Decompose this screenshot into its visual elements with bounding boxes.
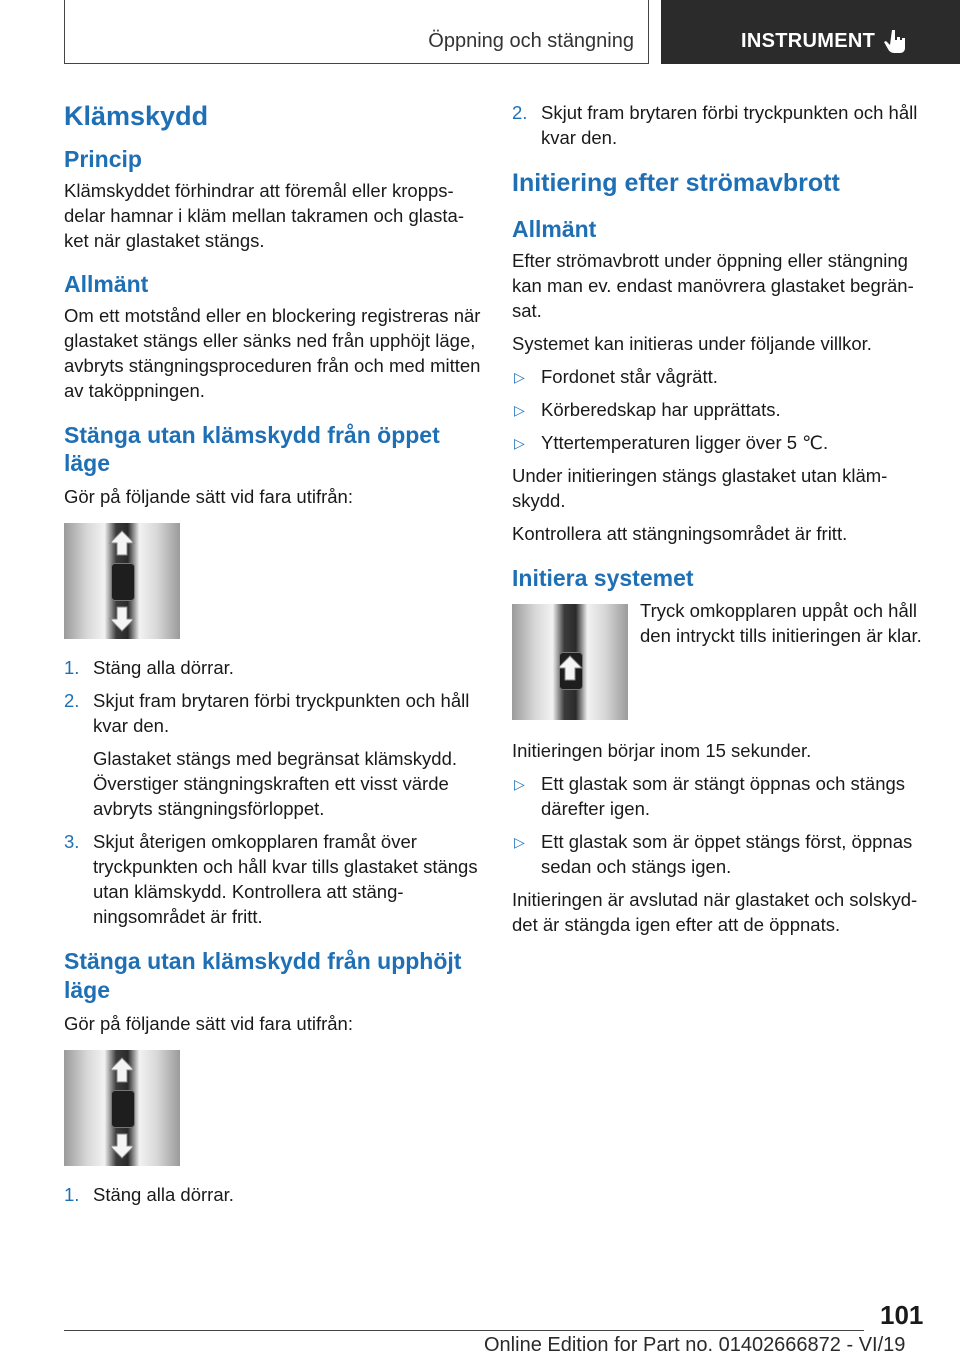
list-item: 1. Stäng alla dörrar. [64,657,234,679]
allmant-heading: Allmänt [64,270,149,297]
footer-divider [64,1330,864,1331]
allmant-text: Efter strömavbrott under öppning eller stängning kan man ev. endast manövrera glastaket begrän-sat. [512,249,914,321]
header-chapter-label: INSTRUMENT [741,30,876,52]
open-intro: Gör på följande sätt vid fara utifrån: [64,486,353,508]
init-heading: Initiering efter strömavbrott [512,169,840,197]
roof-switch [111,1090,135,1128]
page-title: Klämskydd [64,101,209,131]
triangle-bullet-icon: ▷ [514,401,525,418]
roof-switch [111,563,135,601]
list-item: 3. Skjut återigen omkopplaren framåt över tryckpunkten och håll kvar tills glastaket stängs utan klämskydd. Kontrollera att stäng-ningsområdet är fritt. [64,831,478,928]
open-steps [64,655,484,929]
raised-steps [64,1182,484,1207]
princip-heading: Princip [64,146,142,173]
results-list [512,771,932,879]
list-item: ▷ Yttertemperaturen ligger över 5 ℃. [512,430,932,455]
conditions-list [512,364,932,455]
system-text: Tryck omkopplaren uppåt och håll den intryckt tills initieringen är klar. [640,600,922,647]
system-heading: Initiera systemet [512,564,694,591]
raised-heading: Stänga utan klämskydd från upphöjt läge [64,948,462,1003]
open-heading: Stänga utan klämskydd från öppet läge [64,421,440,477]
triangle-bullet-icon: ▷ [514,368,525,385]
allmant-text: Om ett motstånd eller en blockering registreras när glastaket stängs eller sänks ned från upphöjt läge, avbryts stängningsproceduren från och med mitten av taköppningen. [64,304,481,401]
right-column [512,100,932,945]
switch-illustration [512,604,628,720]
triangle-bullet-icon: ▷ [514,776,525,793]
arrow-down-icon [108,1132,136,1160]
list-item: 1. Stäng alla dörrar. [64,1183,234,1205]
list-item: ▷ Fordonet står vågrätt. [512,364,932,389]
header-chapter[interactable] [661,0,960,64]
list-item: ▷ Ett glastak som är öppet stängs först, öppnas sedan och stängs igen. [514,831,913,878]
list-item: 2. Skjut fram brytaren förbi tryckpunkten och håll kvar den. [512,102,918,148]
arrow-up-icon [556,654,584,682]
continued-steps [512,100,932,150]
header-section [64,0,649,64]
arrow-up-icon [108,529,136,557]
end-text: Initieringen är avslutad när glastaket och solskyd-det är stängda igen efter att de öppnats. [512,889,918,936]
triangle-bullet-icon: ▷ [514,434,525,451]
switch-illustration [64,523,180,639]
during-text: Under initieringen stängs glastaket utan kläm-skydd. [512,464,888,511]
system-block [512,598,932,730]
conditions-intro: Systemet kan initieras under följande villkor. [512,332,872,354]
arrow-up-icon [108,1056,136,1084]
list-item: ▷ Ett glastak som är stängt öppnas och stängs därefter igen. [514,773,906,820]
arrow-down-icon [108,605,136,633]
start-text: Initieringen börjar inom 15 sekunder. [512,740,812,762]
list-item: 2. Skjut fram brytaren förbi tryckpunkten och håll kvar den. Glastaket stängs med begränsat klämskydd. Överstiger stängningskraften ett visst värde avbryts stängningsförloppet. [64,690,470,820]
header-section-label: Öppning och stängning [428,30,634,52]
allmant-heading: Allmänt [512,216,597,242]
triangle-bullet-icon: ▷ [514,834,525,851]
left-column [64,100,484,1215]
list-item: ▷ Körberedskap har upprättats. [512,397,932,422]
check-text: Kontrollera att stängningsområdet är fritt. [512,522,848,544]
princip-text: Klämskyddet förhindrar att föremål eller kropps-delar hamnar i kläm mellan takramen och glasta-ket när glastaket stängs. [64,179,464,251]
pointing-hand-icon [883,28,909,54]
page-number: 101 [880,1300,924,1330]
raised-intro: Gör på följande sätt vid fara utifrån: [64,1012,353,1034]
footer-edition: Online Edition for Part no. 01402666872 - VI/19 [484,1334,906,1356]
switch-illustration [64,1050,180,1166]
